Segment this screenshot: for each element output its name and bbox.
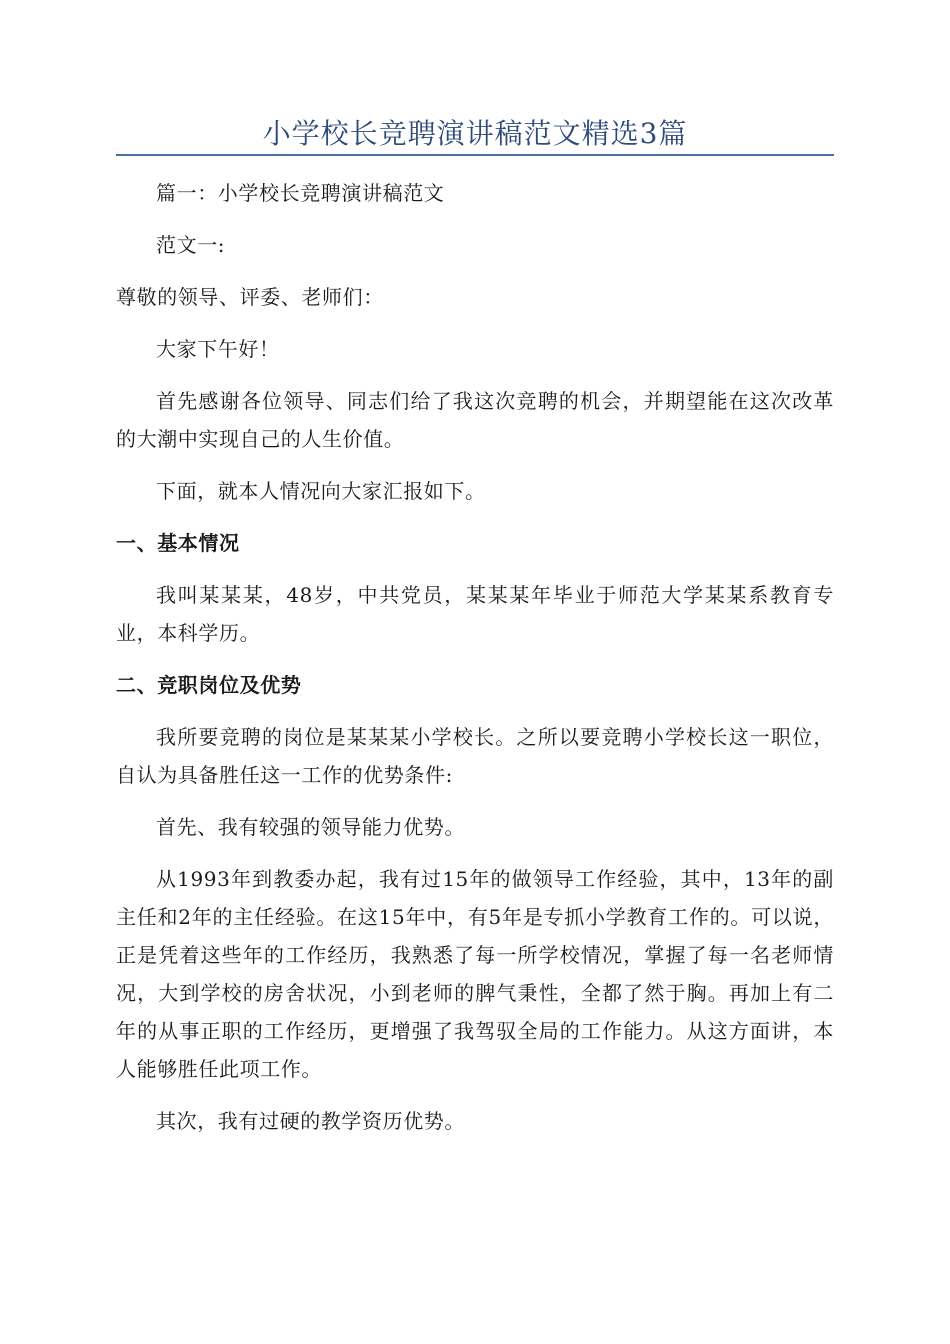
paragraph-position: 我所要竞聘的岗位是某某某小学校长。之所以要竞聘小学校长这一职位，自认为具备胜任这一工作的优势条件: [116, 725, 834, 787]
heading-basic-info: 一、基本情况 [116, 531, 240, 555]
paragraph-section-title: 篇一：小学校长竞聘演讲稿范文 [156, 181, 445, 205]
paragraph-thanks: 首先感谢各位领导、同志们给了我这次竞聘的机会，并期望能在这次改革的大潮中实现自己的人生价值。 [116, 389, 834, 451]
paragraph-sample-label: 范文一: [156, 233, 226, 257]
document-body [116, 174, 834, 1154]
paragraph-first-advantage: 首先、我有较强的领导能力优势。 [156, 815, 465, 839]
title-underline [116, 154, 834, 156]
heading-position-advantages: 二、竞职岗位及优势 [116, 673, 302, 697]
paragraph-intro: 下面，就本人情况向大家汇报如下。 [156, 479, 486, 503]
paragraph-experience: 从1993年到教委办起，我有过15年的做领导工作经验，其中，13年的副主任和2年的主任经验。在这15年中，有5年是专抓小学教育工作的。可以说，正是凭着这些年的工作经历，我熟悉了每一所学校情况，掌握了每一名老师情况，大到学校的房舍状况，小到老师的脾气秉性，全都了然于胸。再加上有二年的从事正职的工作经历，更增强了我驾驭全局的工作能力。从这方面讲，本人能够胜任此项工作。 [116, 867, 834, 1081]
paragraph-salutation: 尊敬的领导、评委、老师们： [116, 285, 384, 309]
paragraph-greeting: 大家下午好！ [156, 337, 280, 361]
paragraph-basic-info: 我叫某某某，48岁，中共党员，某某某年毕业于师范大学某某系教育专业，本科学历。 [116, 583, 834, 645]
document-title: 小学校长竞聘演讲稿范文精选3篇 [262, 117, 688, 150]
paragraph-second-advantage: 其次，我有过硬的教学资历优势。 [156, 1109, 465, 1133]
